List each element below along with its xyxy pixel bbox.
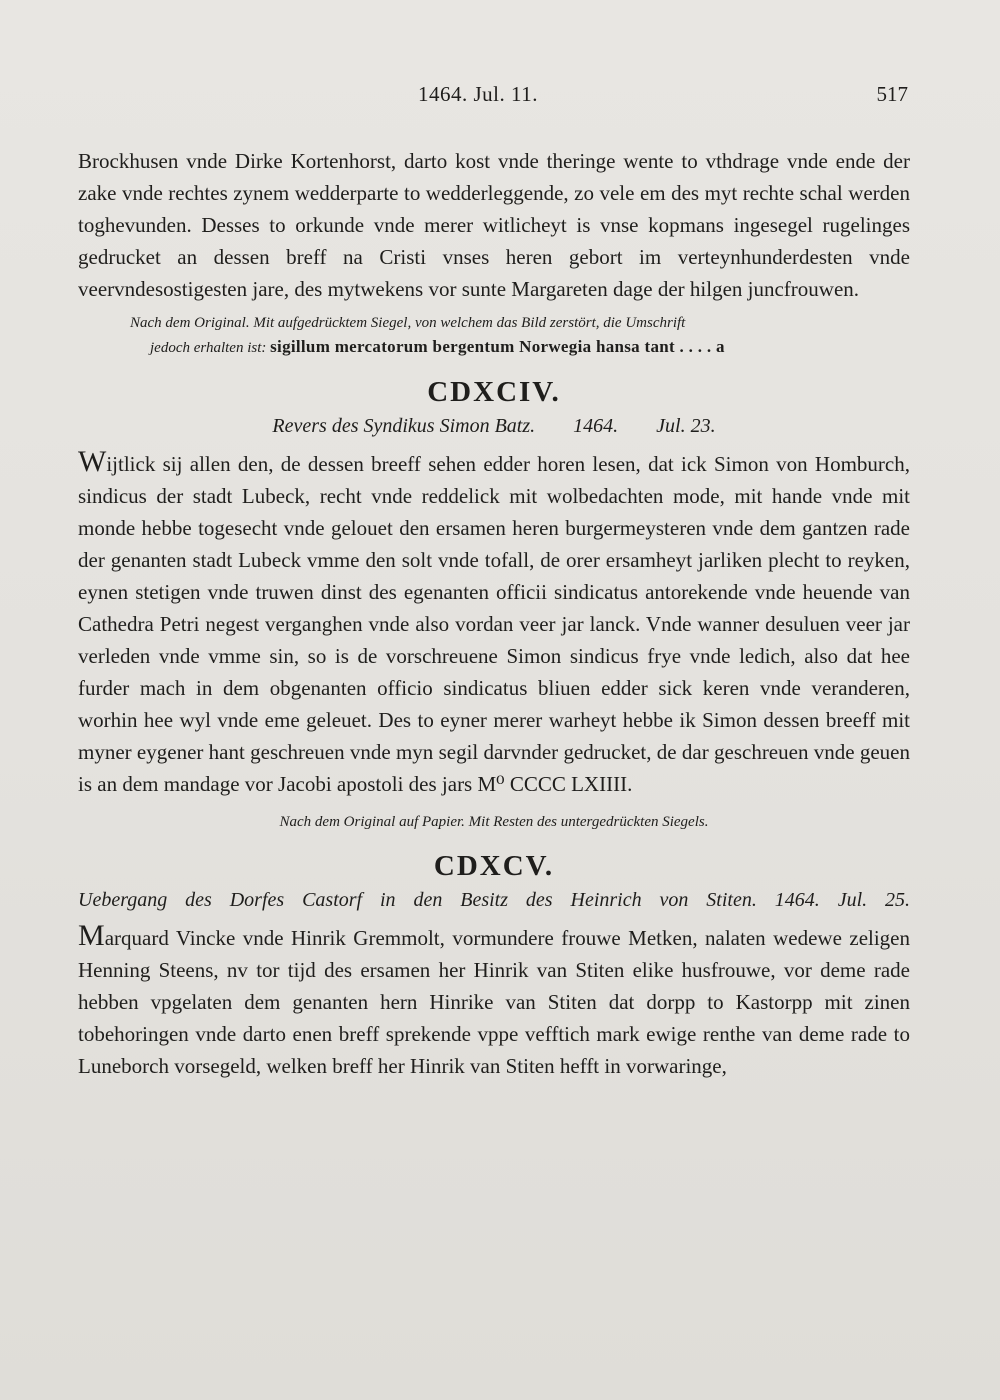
document-date-295-year: 1464. [774,889,820,911]
document-title-295-text: Uebergang des Dorfes Castorf in den Besitz des Heinrich von Stiten. [78,889,757,911]
source-note-294: Nach dem Original auf Papier. Mit Resten des untergedrückten Siegels. [279,814,709,830]
document-text-294 [78,445,910,800]
document-number-295: CDXCV. [433,850,555,882]
seal-legend: sigillum mercatorum bergentum Norwegia hansa tant . . . . a [270,337,725,356]
document-text-295-body: arquard Vincke vnde Hinrik Gremmolt, vormundere frouwe Metken, nalaten wedewe zeligen Henning Steens, nv tor tijd des ersamen her Hinrik van Stiten elike husfrouwe, vor deme rade hebben vpgelaten dem genanten hern Hinrike van Stiten dat dorpp to Kastorpp mit zinen tobehoringen vnde darto enen breff sprekende vppe vefftich mark ewige renthe van deme rade to Luneborch vorsegeld, welken breff her Hinrik van Stiten hefft in vorwaringe, [78,926,910,1078]
source-note-line2 [130,335,910,360]
document-text-295 [78,919,910,1082]
running-head-date: 1464. Jul. 11. [418,82,538,106]
document-title-294 [78,415,910,438]
document-date-294-day: Jul. 23. [656,415,716,437]
document-date-294-year: 1464. [573,415,619,437]
initial-letter-w: W [78,445,107,478]
source-note-line1: Nach dem Original. Mit aufgedrücktem Siegel, von welchem das Bild zerstört, die Umschrift [130,315,686,331]
initial-letter-m: M [78,919,105,952]
source-note-original [78,311,910,360]
page-header [78,82,908,112]
document-date-295-day: Jul. 25. [837,889,911,911]
page-body [78,145,910,1082]
page-number: 517 [876,82,908,106]
document-text-294-body: ijtlick sij allen den, de dessen breeff sehen edder horen lesen, dat ick Simon von Homburch, sindicus der stadt Lubeck, recht vnde reddelick mit wolbedachten mode, mit hande vnde mit monde hebbe togesecht vnde gelouet den ersamen heren burgermeysteren vnde dem gantzen rade der genanten stadt Lubeck vmme den solt vnde tofall, de orer ersamheyt jarliken plecht to reyken, eynen stetigen vnde truwen dinst des egenanten officii sindicatus antorekende vnde heuende van Cathedra Petri negest verganghen vnde also vordan veer jar lanck. Vnde wanner desuluen veer jar verleden vnde vmme sin, so is de vorschreuene Simon sindicus frye vnde ledich, also dat hee furder mach in dem obgenanten officio sindicatus bliuen edder sick keren vnde veranderen, worhin hee wyl vnde eme geleuet. Des to eyner merer warheyt hebbe ik Simon dessen breeff mit myner eygener hant geschreuen vnde myn segil darvnder gedrucket, de dar geschreuen vnde geuen is an dem mandage vor Jacobi apostoli des jars M⁰ CCCC LXIIII. [78,452,910,796]
document-title-295 [78,889,910,912]
continuation-paragraph: Brockhusen vnde Dirke Kortenhorst, darto kost vnde theringe wente to vthdrage vnde ende der zake vnde rechtes zynem wedderparte to wedderleggende, zo vele em des myt rechte schal werden toghevunden. Desses to orkunde vnde merer witlicheyt is vnse kopmans ingesegel rugelinges gedrucket an dessen breff na Cristi vnses heren gebort im verteynhunderdesten vnde veervndesostigesten jare, des mytwekens vor sunte Margareten dage der hilgen juncfrouwen. [78,149,910,301]
document-number-294: CDXCIV. [427,376,561,408]
document-title-294-text: Revers des Syndikus Simon Batz. [272,415,536,437]
source-note-prefix: jedoch erhalten ist: [150,340,267,356]
